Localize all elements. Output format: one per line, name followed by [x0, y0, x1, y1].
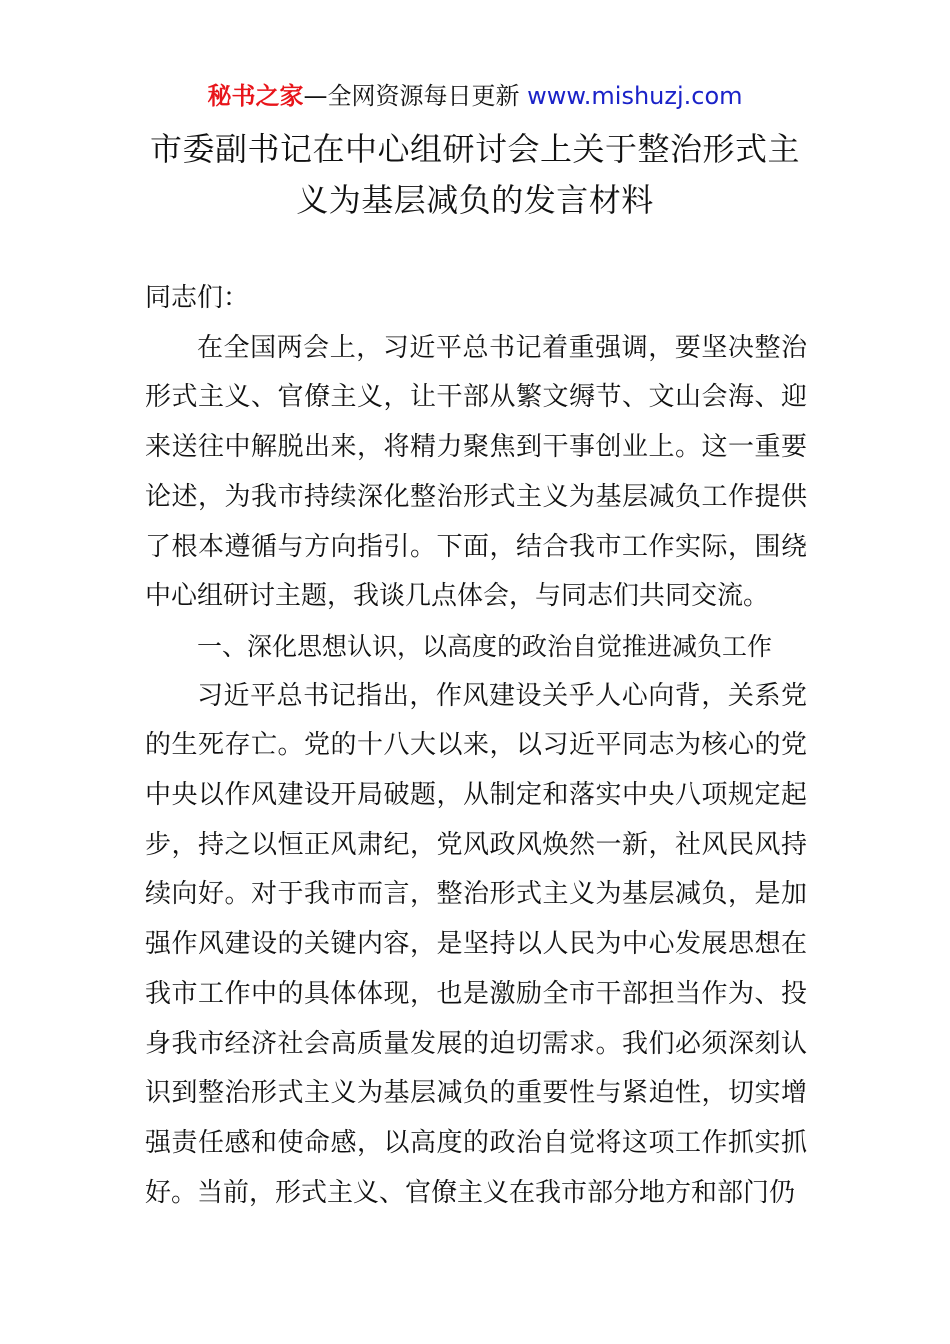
paragraph: 在全国两会上，习近平总书记着重强调，要坚决整治形式主义、官僚主义，让干部从繁文缛节、文山会海、迎来送往中解脱出来，将精力聚焦到干事创业上。这一重要论述，为我市持续深化整治形式主义为基层减负工作提供了根本遵循与方向指引。下面，结合我市工作实际，围绕中心组研讨主题，我谈几点体会，与同志们共同交流。 [145, 332, 807, 612]
site-url: www.mishuzj.com [527, 82, 743, 110]
salutation: 同志们： [145, 283, 250, 313]
section-heading: 一、深化思想认识，以高度的政治自觉推进减负工作 [197, 631, 773, 661]
header-tagline: —全网资源每日更新 [303, 82, 528, 110]
document-title: 市委副书记在中心组研讨会上关于整治形式主义为基层减负的发言材料 [149, 130, 800, 219]
brand-name: 秘书之家 [207, 82, 304, 110]
paragraph: 习近平总书记指出，作风建设关乎人心向背，关系党的生死存亡。党的十八大以来，以习近平同志为核心的党中央以作风建设开局破题，从制定和落实中央八项规定起步，持之以恒正风肃纪，党风政风焕然一新，社风民风持续向好。对于我市而言，整治形式主义为基层减负，是加强作风建设的关键内容，是坚持以人民为中心发展思想在我市工作中的具体体现，也是激励全市干部担当作为、投身我市经济社会高质量发展的迫切需求。我们必须深刻认识到整治形式主义为基层减负的重要性与紧迫性，切实增强责任感和使命感，以高度的政治自觉将这项工作抓实抓好。当前，形式主义、官僚主义在我市部分地方和部门仍 [145, 680, 807, 1208]
site-header [0, 80, 950, 112]
document-body [145, 274, 807, 1218]
